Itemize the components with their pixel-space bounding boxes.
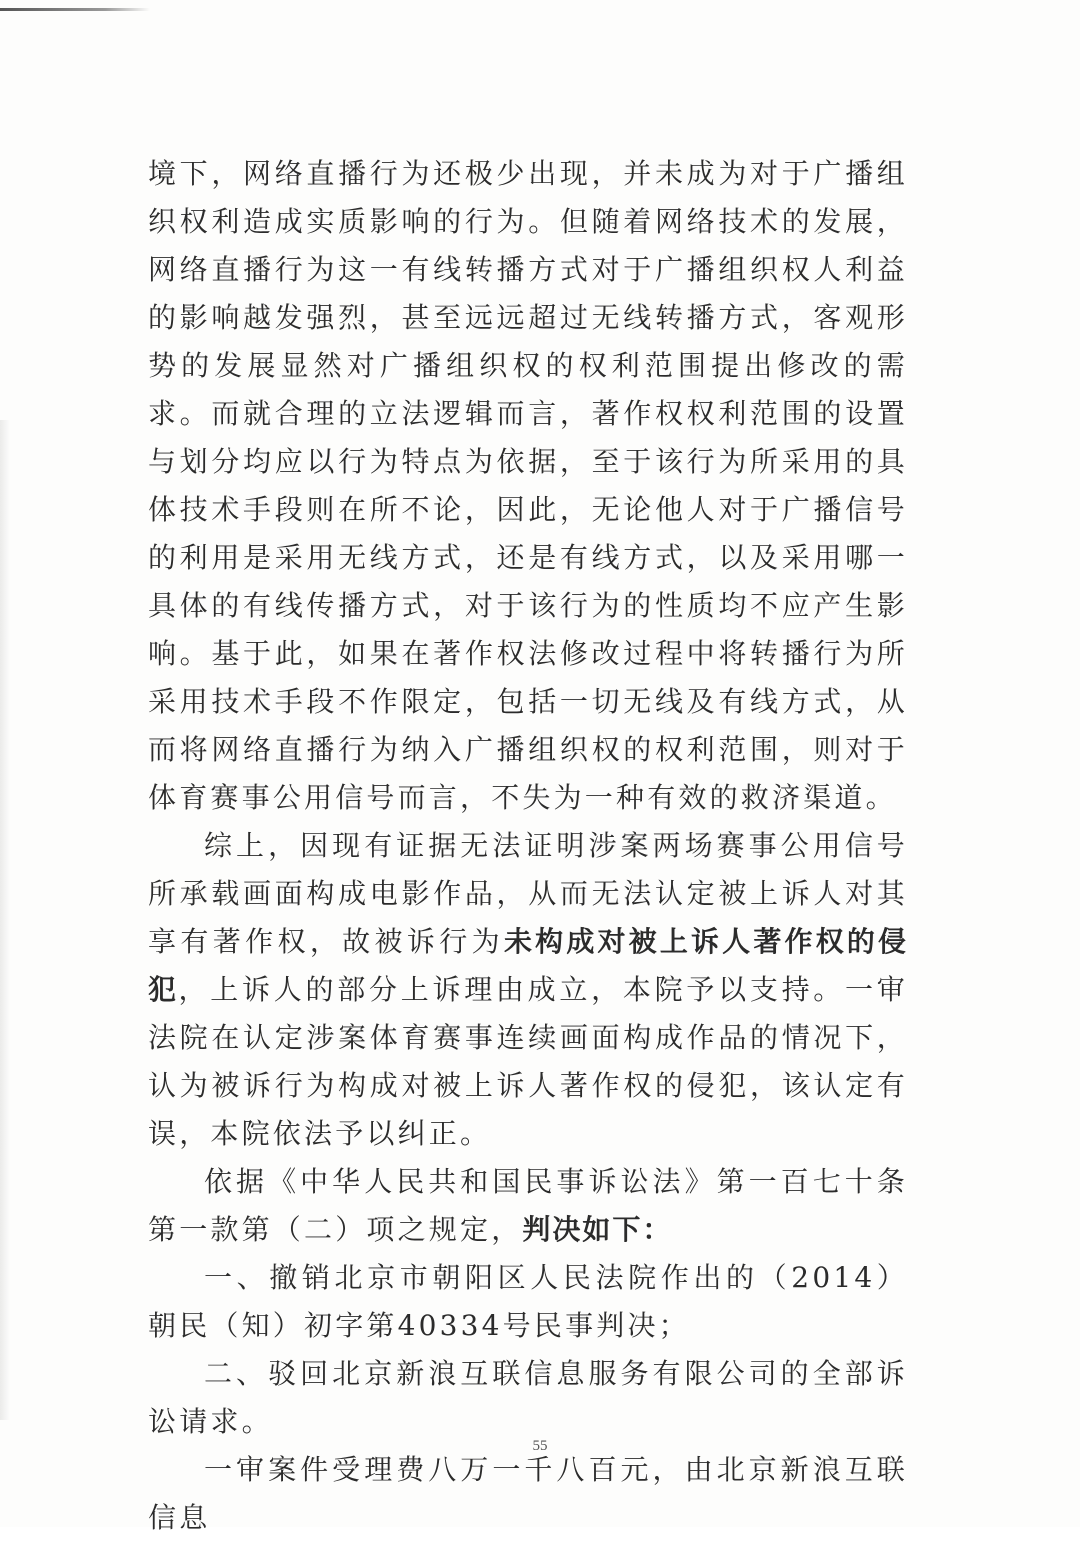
paragraph-legal-basis (148, 1158, 908, 1254)
judgment-heading: 判决如下： (522, 1213, 673, 1246)
paragraph-broadcast-rights: 境下，网络直播行为还极少出现，并未成为对于广播组织权利造成实质影响的行为。但随着网络技术的发展，网络直播行为这一有线转播方式对于广播组织权人利益的影响越发强烈，甚至远远超过无线转播方式，客观形势的发展显然对广播组织权的权利范围提出修改的需求。而就合理的立法逻辑而言，著作权权利范围的设置与划分均应以行为特点为依据，至于该行为所采用的具体技术手段则在所不论，因此，无论他人对于广播信号的利用是采用无线方式，还是有线方式，以及采用哪一具体的有线传播方式，对于该行为的性质均不应产生影响。基于此，如果在著作权法修改过程中将转播行为所采用技术手段不作限定，包括一切无线及有线方式，从而将网络直播行为纳入广播组织权的权利范围，则对于体育赛事公用信号而言，不失为一种有效的救济渠道。 (148, 157, 908, 814)
scan-left-edge (0, 420, 10, 1420)
conclusion-text-after: ，上诉人的部分上诉理由成立，本院予以支持。一审法院在认定涉案体育赛事连续画面构成作品的情况下，认为被诉行为构成对被上诉人著作权的侵犯，该认定有误，本院依法予以纠正。 (148, 973, 908, 1150)
scan-top-rule (0, 8, 150, 11)
legal-basis-text: 依据《中华人民共和国民事诉讼法》第一百七十条第一款第（二）项之规定， (148, 1165, 908, 1246)
conclusion-bold-finding: 未构成对被上诉人著作权的侵犯 (148, 925, 908, 1006)
paragraph-case-fee: 一审案件受理费八万一千八百元，由北京新浪互联信息 (148, 1453, 908, 1534)
judgment-body (148, 150, 908, 1542)
paragraph-conclusion (148, 822, 908, 1158)
page-number: 55 (532, 1438, 548, 1454)
conclusion-text-before: 综上，因现有证据无法证明涉案两场赛事公用信号所承载画面构成电影作品，从而无法认定被上诉人对其享有著作权，故被诉行为 (148, 829, 908, 958)
judgment-item-1: 一、撤销北京市朝阳区人民法院作出的（2014）朝民（知）初字第40334号民事判决； (148, 1261, 908, 1342)
judgment-item-2: 二、驳回北京新浪互联信息服务有限公司的全部诉讼请求。 (148, 1357, 908, 1438)
